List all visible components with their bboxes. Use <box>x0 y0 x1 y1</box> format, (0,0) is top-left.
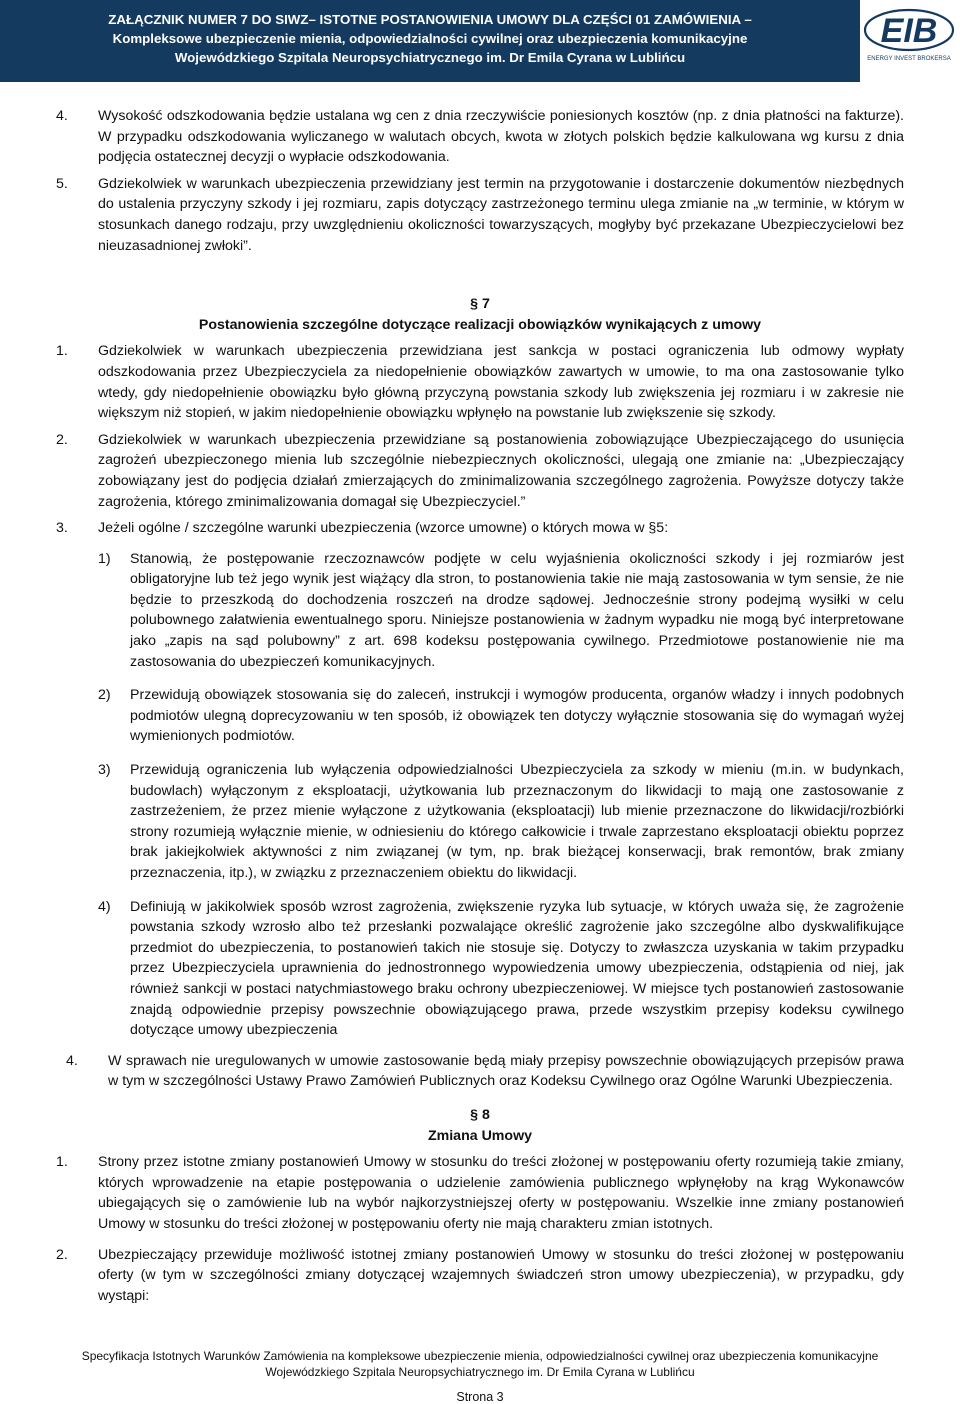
sub-item-text: Przewidują ograniczenia lub wyłączenia odpowiedzialności Ubezpieczyciela za szkody w mieniu (m.in. w budynkach, budowlach) wyłączonym z eksploatacji, użytkowania lub przeznaczonym do likwidacji to mają one zastosowanie z zastrzeżeniem, że przez mienie wyłączone z użytkowania (eksploatacji) lub mienie przeznaczone do likwidacji/rozbiórki strony rozumieją wyłącznie mienie, w odniesieniu do którego całkowicie i trwale zaprzestano eksploatacji obiektu poprzez brak jakiejkolwiek aktywności z nim związanej (w tym, np. brak bieżącej konserwacji, brak remontów, brak zmiany przeznaczenia, itp.), w związku z przeznaczeniem obiektu do likwidacji. <box>130 762 904 881</box>
list-item <box>56 174 904 256</box>
page-header <box>0 0 960 82</box>
item-text: Ubezpieczający przewiduje możliwość istotnej zmiany postanowień Umowy w stosunku do treści złożonej w postępowaniu oferty (w tym w szczególności zmiany dotyczącej wzajemnych świadczeń stron umowy ubezpieczenia), w przypadku, gdy wystąpi: <box>98 1246 904 1304</box>
sub-item-text: Przewidują obowiązek stosowania się do zaleceń, instrukcji i wymogów producenta, organów władzy i innych podobnych podmiotów ulegną doprecyzowaniu w ten sposób, iż obowiązek ten dotyczy wyłącznie stosowania się do wymagań wyżej wymienionych podmiotów. <box>130 687 904 745</box>
list-item <box>56 518 904 539</box>
eib-logo <box>862 6 956 66</box>
logo-text: EIB <box>880 12 938 50</box>
item-number: 2. <box>56 431 68 448</box>
header-text <box>0 10 860 67</box>
header-line-1: ZAŁĄCZNIK NUMER 7 DO SIWZ– ISTOTNE POSTANOWIENIA UMOWY DLA CZĘŚCI 01 ZAMÓWIENIA – <box>108 12 752 27</box>
item-number: 3. <box>56 520 68 537</box>
section-symbol: § 7 <box>470 296 490 313</box>
item-number: 4. <box>56 108 68 124</box>
sub-item-number: 2) <box>98 687 111 704</box>
document-body <box>56 106 904 1306</box>
item-text: Jeżeli ogólne / szczególne warunki ubezpieczenia (wzorce umowne) o których mowa w §5: <box>98 520 669 537</box>
logo-subtext: ENERGY INVEST BROKERSA <box>867 56 951 62</box>
section-title: Zmiana Umowy <box>427 1127 533 1144</box>
sub-item <box>98 760 904 884</box>
sub-item <box>98 897 904 1041</box>
sub-item-text: Definiują w jakikolwiek sposób wzrost zagrożenia, zwiększenie ryzyka lub sytuacje, w których uważa się, że zagrożenie powstania szkody wzrosło albo też przesłanki pozwalające określić zagrożenie jako szczególne albo dyskwalifikujące przedmiot do ubezpieczenia, to postanowień takich nie stosuje się. Dotyczy to zwłaszcza uzyskania w takim przypadku przez Ubezpieczyciela uprawnienia do jednostronnego wypowiedzenia umowy ubezpieczenia, odstąpienia od niej, jak również sankcji w postaci natychmiastowego braku ochrony ubezpieczeniowej. W miejsce tych postanowień zastosowanie znajdą odpowiednie przepisy powszechnie obowiązującego prawa, przede wszystkim przepisy kodeksu cywilnego dotyczące umowy ubezpieczenia <box>130 898 904 1039</box>
sub-item-text: Stanowią, że postępowanie rzeczoznawców podjęte w celu wyjaśnienia okoliczności szkody i jej rozmiarów jest obligatoryjne lub też jego wynik jest wiążący dla stron, to postanowienia takie nie mają zastosowania w tym sensie, że nie będzie to przeszkodą do dochodzenia roszczeń na drodze sądowej. Jednocześnie strony podejmą wysiłki w celu polubownego załatwienia ewentualnego sporu. Niniejsze postanowienia w żadnym wypadku nie mogą być interpretowane jako „zapis na sąd polubowny” z art. 698 kodeksu postępowania cywilnego. Przedmiotowe postanowienie nie ma zastosowania do ubezpieczeń komunikacyjnych. <box>130 550 904 670</box>
sub-item <box>98 549 904 673</box>
sub-item-number: 3) <box>98 762 111 779</box>
item-text: Gdziekolwiek w warunkach ubezpieczenia przewidziane są postanowienia zobowiązujące Ubezpieczającego do usunięcia zagrożeń ubezpieczonego mienia lub szczególnie niebezpiecznych okoliczności, ulegają one zmianie na: „Ubezpieczający zobowiązany jest do podjęcia działań zmierzających do zminimalizowania szczególnego zagrożenia. Powyższe dotyczy także zagrożenia, którego zminimalizowania domagał się Ubezpieczyciel.” <box>98 431 904 510</box>
header-line-3: Wojewódzkiego Szpitala Neuropsychiatrycznego im. Dr Emila Cyrana w Lublińcu <box>174 50 686 65</box>
list-item <box>56 1245 904 1307</box>
list-item <box>56 430 904 512</box>
list-item <box>56 1152 904 1234</box>
list-item <box>56 106 904 168</box>
list-item <box>66 1051 904 1092</box>
page-number: Strona 3 <box>456 1390 504 1404</box>
item-text: Wysokość odszkodowania będzie ustalana wg cen z dnia rzeczywiście poniesionych kosztów (np. z dnia płatności na fakturze). W przypadku odszkodowania wyliczanego w walutach obcych, kwota w złotych polskich będzie kalkulowana wg kursu z dnia podjęcia ostatecznej decyzji o wypłacie odszkodowania. <box>98 108 904 166</box>
section-symbol: § 8 <box>470 1106 490 1123</box>
footer-line-2: Wojewódzkiego Szpitala Neuropsychiatrycznego im. Dr Emila Cyrana w Lublińcu <box>265 1365 695 1379</box>
item-number: 5. <box>56 175 68 192</box>
item-text: W sprawach nie uregulowanych w umowie zastosowanie będą miały przepisy powszechnie obowiązujących przepisów prawa w tym w szczególności Ustawy Prawo Zamówień Publicznych oraz Kodeksu Cywilnego oraz Ogólne Warunki Ubezpieczenia. <box>108 1052 904 1090</box>
footer-line-1: Specyfikacja Istotnych Warunków Zamówienia na kompleksowe ubezpieczenie mienia, odpowiedzialności cywilnej oraz ubezpieczenia komunikacyjne <box>81 1349 879 1363</box>
item-number: 1. <box>56 343 68 360</box>
item-text: Gdziekolwiek w warunkach ubezpieczenia przewidziana jest sankcja w postaci ograniczenia lub odmowy wypłaty odszkodowania przez Ubezpieczyciela za niedopełnienie obowiązków zawartych w umowie, to ma ona zastosowanie tylko wtedy, gdy niedopełnienie obowiązku było główną przyczyną powstania szkody lub zwiększenia jej rozmiaru i w zakresie nie większym niż stopień, w jakim niedopełnienie obowiązku wpłynęło na powstanie lub zwiększenie się szkody. <box>98 343 904 422</box>
header-line-2: Kompleksowe ubezpieczenie mienia, odpowiedzialności cywilnej oraz ubezpieczenia komunikacyjne <box>112 31 748 46</box>
sub-item <box>98 685 904 747</box>
item-number: 1. <box>56 1154 68 1171</box>
item-number: 4. <box>66 1052 78 1069</box>
item-text: Gdziekolwiek w warunkach ubezpieczenia przewidziany jest termin na przygotowanie i dostarczenie dokumentów niezbędnych do ustalenia przyczyny szkody i jej rozmiaru, zapis dotyczący zastrzeżonego terminu ulega zmianie na „w terminie, w którym w stosunkach danego rodzaju, przy uwzględnieniu okoliczności towarzyszących, mogłyby być przekazane Ubezpieczycielowi bez nieuzasadnionej zwłoki”. <box>98 175 904 254</box>
page-footer <box>0 1348 960 1380</box>
item-number: 2. <box>56 1246 68 1263</box>
item-text: Strony przez istotne zmiany postanowień Umowy w stosunku do treści złożonej w postępowaniu oferty rozumieją takie zmiany, których wprowadzenie na etapie postępowania o udzielenie zamówienia publicznego wpłynęłoby na krąg Wykonawców ubiegających się o zamówienie lub na wybór najkorzystniejszej oferty w postępowaniu. Wszelkie inne zmiany postanowień Umowy w stosunku do treści złożonej w postępowaniu oferty nie mają charakteru zmian istotnych. <box>98 1154 904 1232</box>
sub-item-number: 4) <box>98 898 111 915</box>
section-title: Postanowienia szczególne dotyczące realizacji obowiązków wynikających z umowy <box>198 316 762 333</box>
list-item <box>56 341 904 423</box>
sub-item-number: 1) <box>98 550 111 567</box>
